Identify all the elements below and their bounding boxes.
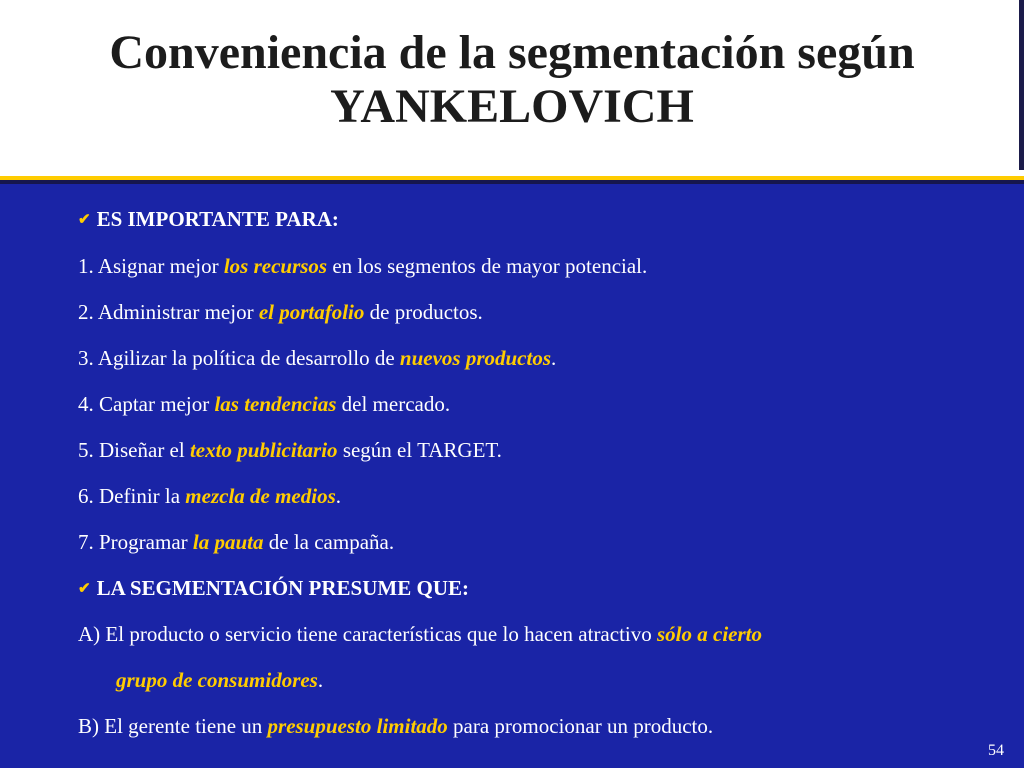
- list-item: 7. Programar la pauta de la campaña.: [78, 530, 395, 554]
- list-item-a-continuation: grupo de consumidores.: [116, 668, 324, 692]
- section-heading-presume: ✔ LA SEGMENTACIÓN PRESUME QUE:: [78, 576, 469, 600]
- slide-title: [0, 26, 1024, 134]
- list-item-b: B) El gerente tiene un presupuesto limitado para promocionar un producto.: [78, 714, 714, 738]
- list-item-a: A) El producto o servicio tiene características que lo hacen atractivo sólo a cierto: [78, 622, 762, 646]
- list-item: 6. Definir la mezcla de medios.: [78, 484, 342, 508]
- list-item: 3. Agilizar la política de desarrollo de nuevos productos.: [78, 346, 557, 370]
- title-line-1: Conveniencia de la segmentación según: [109, 26, 915, 79]
- list-item: 2. Administrar mejor el portafolio de productos.: [78, 300, 483, 324]
- check-icon: ✔: [78, 212, 91, 228]
- check-icon: ✔: [78, 581, 91, 597]
- title-line-2: YANKELOVICH: [330, 80, 694, 133]
- page-number: 54: [988, 742, 1004, 759]
- list-item: 5. Diseñar el texto publicitario según el TARGET.: [78, 438, 502, 462]
- title-shadow: [1019, 0, 1024, 170]
- title-area: [0, 0, 1024, 176]
- list-item: 4. Captar mejor las tendencias del mercado.: [78, 392, 451, 416]
- content-area: [0, 184, 1024, 768]
- section-heading-importante: ✔ ES IMPORTANTE PARA:: [78, 207, 339, 231]
- list-item: 1. Asignar mejor los recursos en los segmentos de mayor potencial.: [78, 254, 648, 278]
